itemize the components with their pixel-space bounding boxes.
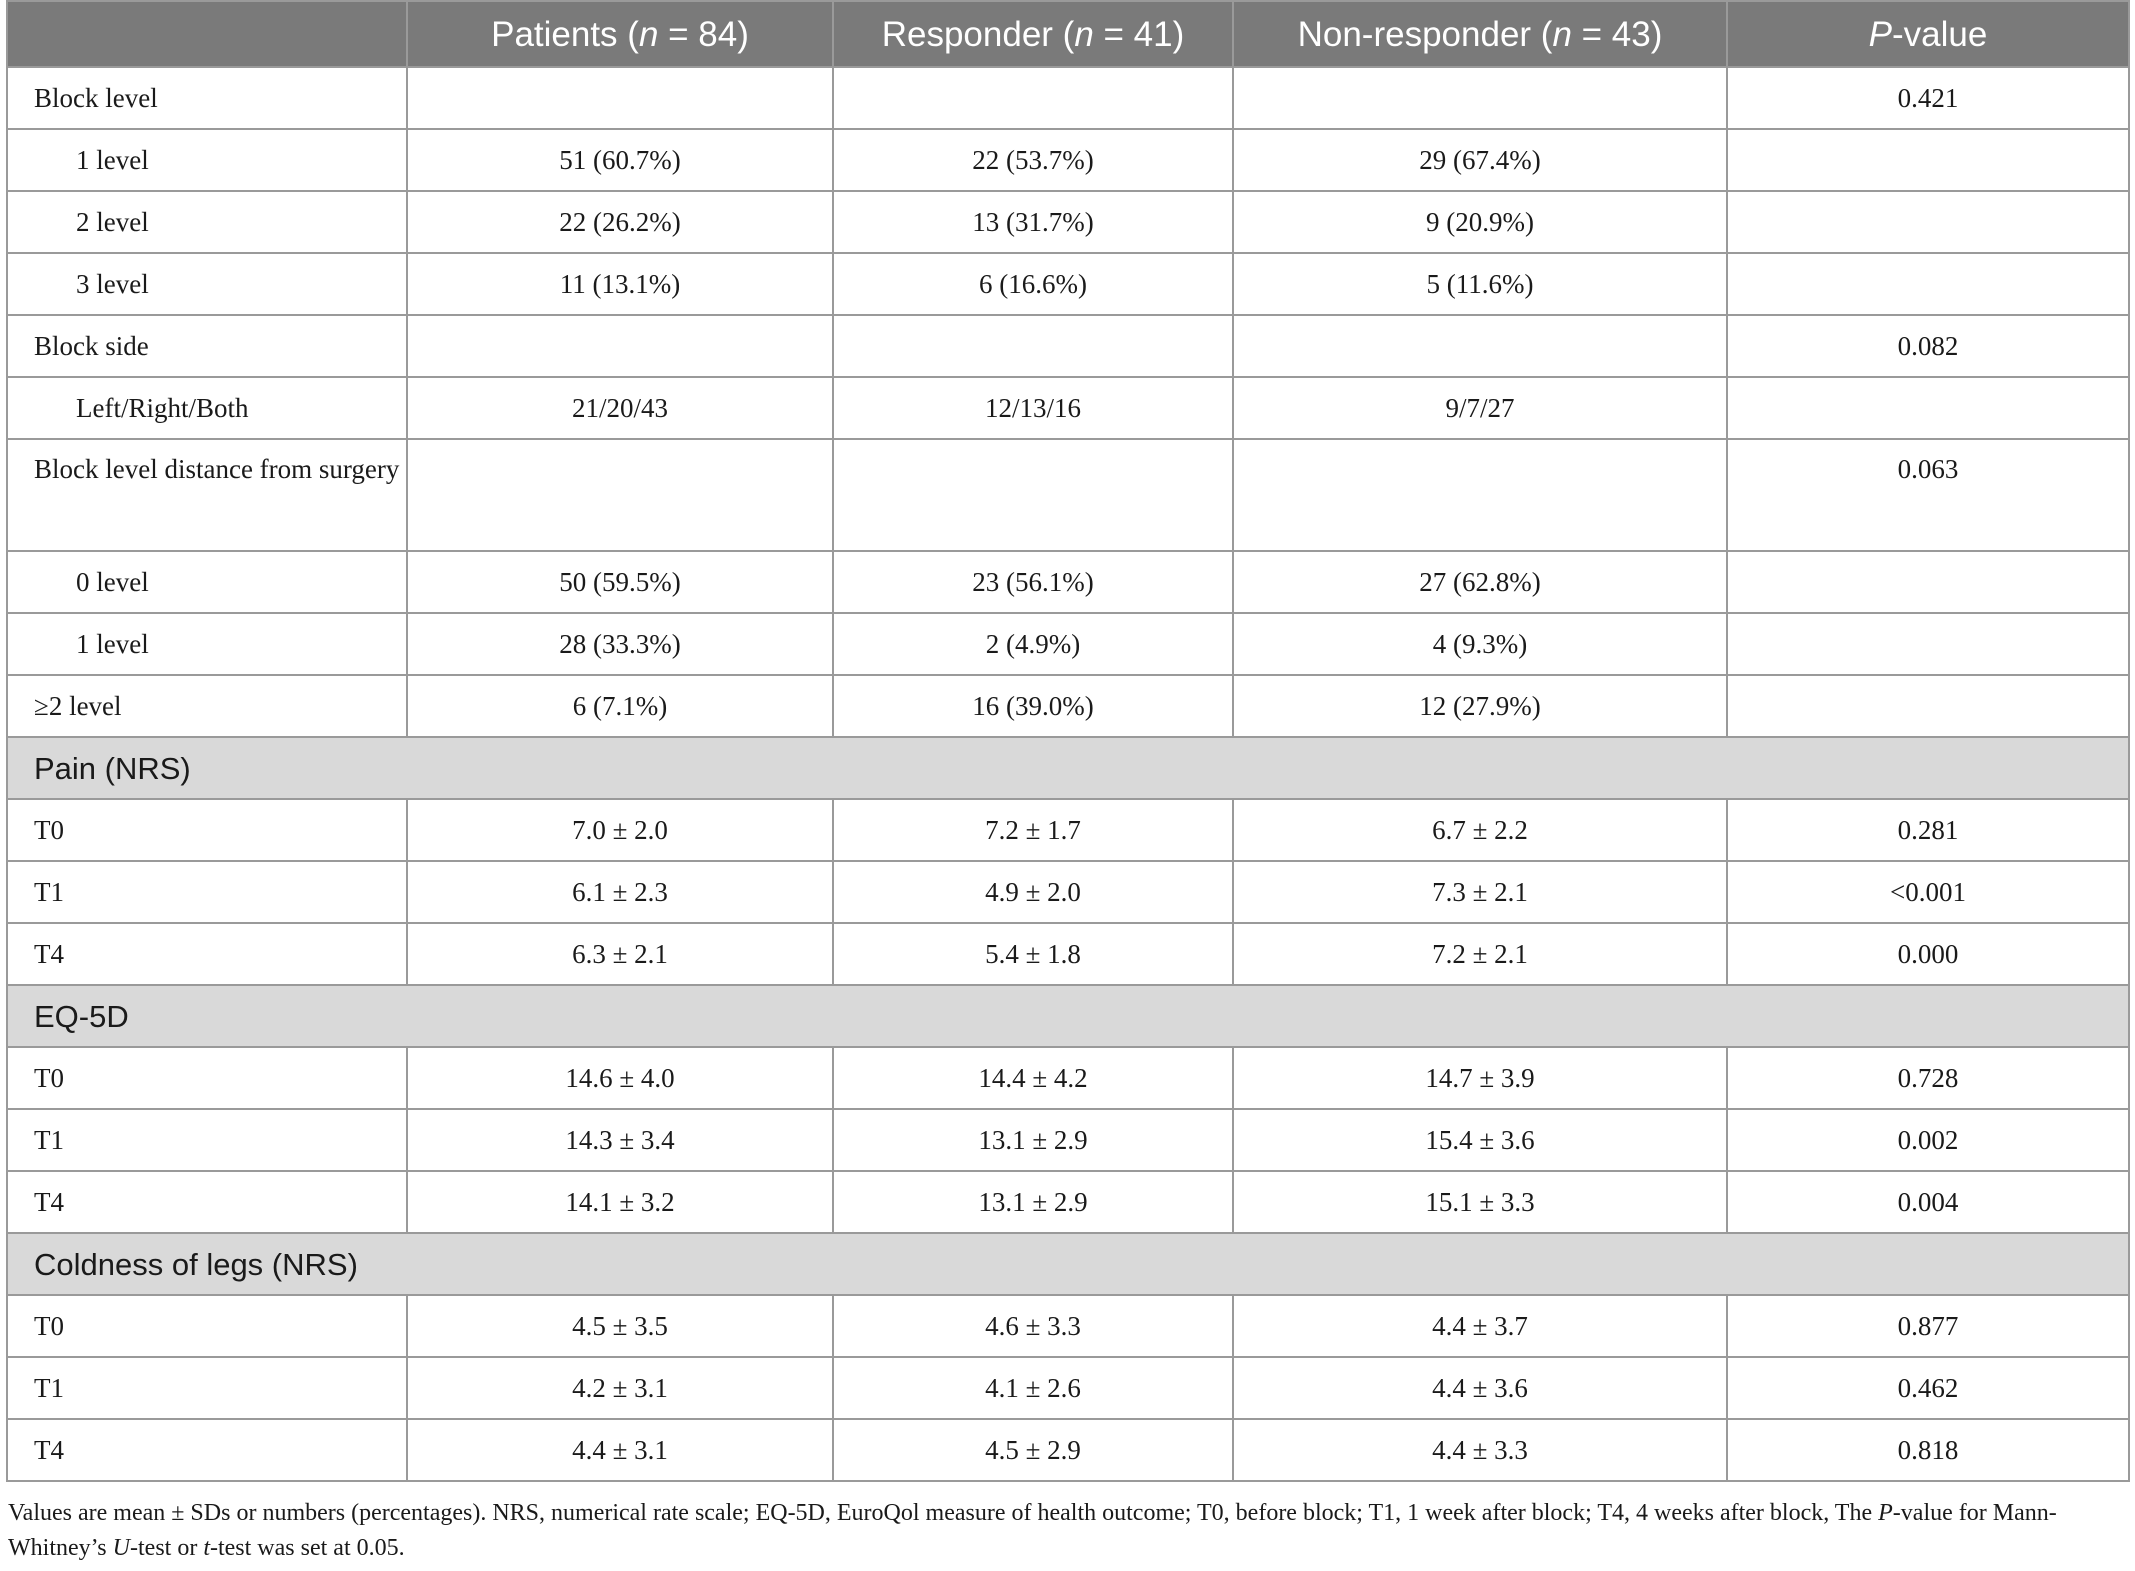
header-non-responder: Non-responder (n = 43) [1233, 1, 1727, 67]
row-label: T1 [7, 861, 407, 923]
table-row [7, 861, 2129, 923]
cell-patients: 14.3 ± 3.4 [407, 1109, 833, 1171]
cell-responder: 13.1 ± 2.9 [833, 1109, 1233, 1171]
row-label: T0 [7, 799, 407, 861]
cell-p-value [1727, 675, 2129, 737]
row-label: 1 level [7, 613, 407, 675]
cell-p-value: 0.818 [1727, 1419, 2129, 1481]
cell-responder: 22 (53.7%) [833, 129, 1233, 191]
section-title-coldness: Coldness of legs (NRS) [7, 1233, 2129, 1295]
table-body [7, 67, 2129, 1481]
row-label: T4 [7, 1419, 407, 1481]
cell-non-responder: 14.7 ± 3.9 [1233, 1047, 1727, 1109]
results-table [6, 0, 2130, 1482]
row-label: Left/Right/Both [7, 377, 407, 439]
cell-patients: 6.3 ± 2.1 [407, 923, 833, 985]
cell-non-responder: 6.7 ± 2.2 [1233, 799, 1727, 861]
cell-patients: 50 (59.5%) [407, 551, 833, 613]
cell-p-value: 0.728 [1727, 1047, 2129, 1109]
cell-p-value: 0.281 [1727, 799, 2129, 861]
cell-non-responder: 7.2 ± 2.1 [1233, 923, 1727, 985]
header-empty-cell [7, 1, 407, 67]
cell-responder: 4.9 ± 2.0 [833, 861, 1233, 923]
cell-responder: 4.1 ± 2.6 [833, 1357, 1233, 1419]
row-label: Block level distance from surgery [7, 439, 407, 551]
table-row [7, 1357, 2129, 1419]
table-footnote [8, 1496, 2130, 1566]
table-header [7, 1, 2129, 67]
cell-responder: 4.6 ± 3.3 [833, 1295, 1233, 1357]
row-label: Block side [7, 315, 407, 377]
cell-non-responder: 4.4 ± 3.3 [1233, 1419, 1727, 1481]
footnote-italic-u: U [112, 1535, 130, 1561]
footnote-text: -test or [130, 1535, 204, 1561]
cell-p-value: 0.082 [1727, 315, 2129, 377]
cell-non-responder: 12 (27.9%) [1233, 675, 1727, 737]
footnote-italic-t: t [203, 1535, 210, 1561]
table-row [7, 129, 2129, 191]
table-row [7, 1171, 2129, 1233]
section-title-eq5d: EQ-5D [7, 985, 2129, 1047]
cell-p-value [1727, 191, 2129, 253]
cell-non-responder: 15.4 ± 3.6 [1233, 1109, 1727, 1171]
cell-patients: 22 (26.2%) [407, 191, 833, 253]
cell-patients: 7.0 ± 2.0 [407, 799, 833, 861]
header-patients: Patients (n = 84) [407, 1, 833, 67]
table-row [7, 67, 2129, 129]
table-row [7, 613, 2129, 675]
section-header-row [7, 985, 2129, 1047]
row-label: ≥2 level [7, 675, 407, 737]
cell-p-value [1727, 613, 2129, 675]
cell-p-value [1727, 253, 2129, 315]
table-row [7, 1419, 2129, 1481]
cell-non-responder: 29 (67.4%) [1233, 129, 1727, 191]
cell-patients: 28 (33.3%) [407, 613, 833, 675]
cell-p-value: 0.000 [1727, 923, 2129, 985]
footnote-italic-p: P [1878, 1500, 1893, 1526]
footnote-text: -value for Mann-Whitney’s [8, 1500, 2057, 1561]
cell-non-responder: 4.4 ± 3.7 [1233, 1295, 1727, 1357]
cell-non-responder: 27 (62.8%) [1233, 551, 1727, 613]
table-row [7, 551, 2129, 613]
cell-responder: 4.5 ± 2.9 [833, 1419, 1233, 1481]
table-row [7, 799, 2129, 861]
cell-patients: 6.1 ± 2.3 [407, 861, 833, 923]
cell-non-responder: 4 (9.3%) [1233, 613, 1727, 675]
cell-p-value: 0.002 [1727, 1109, 2129, 1171]
results-table-container [6, 0, 2128, 1482]
cell-p-value: 0.004 [1727, 1171, 2129, 1233]
cell-responder [833, 67, 1233, 129]
row-label: 3 level [7, 253, 407, 315]
footnote-text: Values are mean ± SDs or numbers (percentages). NRS, numerical rate scale; EQ-5D, EuroQol measure of health outcome; T0, before block; T1, 1 week after block; T4, 4 weeks after block, The [8, 1500, 1879, 1526]
cell-responder: 5.4 ± 1.8 [833, 923, 1233, 985]
cell-patients [407, 67, 833, 129]
row-label: 1 level [7, 129, 407, 191]
cell-responder [833, 315, 1233, 377]
cell-patients: 51 (60.7%) [407, 129, 833, 191]
cell-p-value: 0.421 [1727, 67, 2129, 129]
cell-responder: 6 (16.6%) [833, 253, 1233, 315]
row-label: 0 level [7, 551, 407, 613]
cell-non-responder: 5 (11.6%) [1233, 253, 1727, 315]
table-row [7, 377, 2129, 439]
cell-responder: 7.2 ± 1.7 [833, 799, 1233, 861]
cell-non-responder: 4.4 ± 3.6 [1233, 1357, 1727, 1419]
cell-responder [833, 439, 1233, 551]
cell-non-responder: 9 (20.9%) [1233, 191, 1727, 253]
cell-non-responder [1233, 315, 1727, 377]
table-row [7, 315, 2129, 377]
table-row [7, 675, 2129, 737]
row-label: T1 [7, 1109, 407, 1171]
table-row [7, 253, 2129, 315]
cell-responder: 23 (56.1%) [833, 551, 1233, 613]
row-label: Block level [7, 67, 407, 129]
cell-responder: 16 (39.0%) [833, 675, 1233, 737]
footnote-text: -test was set at 0.05. [209, 1535, 405, 1561]
row-label: T4 [7, 1171, 407, 1233]
table-row [7, 439, 2129, 551]
cell-patients [407, 315, 833, 377]
header-row [7, 1, 2129, 67]
table-row [7, 1109, 2129, 1171]
cell-patients: 4.2 ± 3.1 [407, 1357, 833, 1419]
cell-patients: 6 (7.1%) [407, 675, 833, 737]
cell-patients: 14.6 ± 4.0 [407, 1047, 833, 1109]
header-p-value: P-value [1727, 1, 2129, 67]
section-header-row [7, 737, 2129, 799]
cell-responder: 14.4 ± 4.2 [833, 1047, 1233, 1109]
cell-p-value: 0.063 [1727, 439, 2129, 551]
cell-patients: 4.5 ± 3.5 [407, 1295, 833, 1357]
cell-non-responder: 7.3 ± 2.1 [1233, 861, 1727, 923]
table-row [7, 1295, 2129, 1357]
cell-p-value [1727, 551, 2129, 613]
cell-non-responder [1233, 67, 1727, 129]
cell-patients: 14.1 ± 3.2 [407, 1171, 833, 1233]
row-label: T4 [7, 923, 407, 985]
cell-non-responder: 9/7/27 [1233, 377, 1727, 439]
cell-patients: 21/20/43 [407, 377, 833, 439]
cell-non-responder [1233, 439, 1727, 551]
cell-p-value: 0.462 [1727, 1357, 2129, 1419]
cell-responder: 12/13/16 [833, 377, 1233, 439]
row-label: 2 level [7, 191, 407, 253]
section-header-row [7, 1233, 2129, 1295]
cell-patients: 11 (13.1%) [407, 253, 833, 315]
cell-responder: 13.1 ± 2.9 [833, 1171, 1233, 1233]
cell-p-value [1727, 377, 2129, 439]
cell-p-value: <0.001 [1727, 861, 2129, 923]
cell-patients [407, 439, 833, 551]
row-label: T0 [7, 1295, 407, 1357]
cell-responder: 2 (4.9%) [833, 613, 1233, 675]
cell-patients: 4.4 ± 3.1 [407, 1419, 833, 1481]
header-responder: Responder (n = 41) [833, 1, 1233, 67]
table-row [7, 923, 2129, 985]
row-label: T0 [7, 1047, 407, 1109]
table-row [7, 1047, 2129, 1109]
table-row [7, 191, 2129, 253]
cell-p-value: 0.877 [1727, 1295, 2129, 1357]
cell-non-responder: 15.1 ± 3.3 [1233, 1171, 1727, 1233]
section-title-pain: Pain (NRS) [7, 737, 2129, 799]
cell-responder: 13 (31.7%) [833, 191, 1233, 253]
row-label: T1 [7, 1357, 407, 1419]
cell-p-value [1727, 129, 2129, 191]
